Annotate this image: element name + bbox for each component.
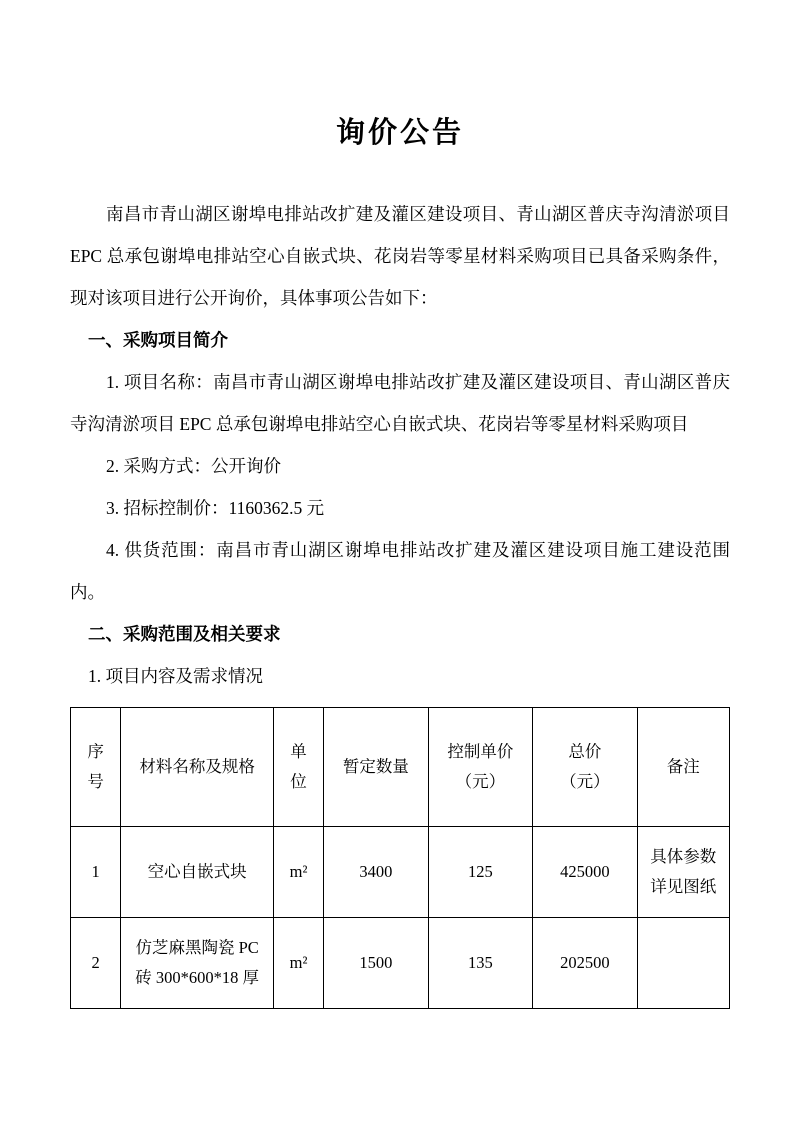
cell-name: 仿芝麻黑陶瓷 PC 砖 300*600*18 厚 — [121, 918, 274, 1009]
column-header-price-line2: （元） — [455, 772, 506, 791]
column-header-qty: 暂定数量 — [324, 708, 428, 827]
column-header-unit-line2: 位 — [290, 772, 307, 791]
column-header-seq-line1: 序 — [87, 742, 104, 761]
section-1-item-1: 1. 项目名称：南昌市青山湖区谢埠电排站改扩建及灌区建设项目、青山湖区普庆寺沟清淤项目 EPC 总承包谢埠电排站空心自嵌式块、花岗岩等零星材料采购项目 — [70, 372, 730, 434]
cell-seq: 1 — [71, 827, 121, 918]
section-1-item-3: 3. 招标控制价：1160362.5 元 — [106, 498, 325, 518]
column-header-price — [428, 708, 532, 827]
page-title: 询价公告 — [335, 117, 464, 149]
table-body — [71, 827, 730, 1009]
cell-price: 125 — [428, 827, 532, 918]
section-1-item-2: 2. 采购方式：公开询价 — [106, 456, 281, 476]
column-header-total — [533, 708, 637, 827]
table-header — [71, 708, 730, 827]
column-header-seq-line2: 号 — [87, 772, 104, 791]
cell-seq: 2 — [71, 918, 121, 1009]
cell-unit: m² — [273, 827, 323, 918]
cell-note — [637, 827, 729, 918]
column-header-name: 材料名称及规格 — [121, 708, 274, 827]
section-heading-2: 二、采购范围及相关要求 — [88, 624, 281, 644]
section-1-item-4: 4. 供货范围：南昌市青山湖区谢埠电排站改扩建及灌区建设项目施工建设范围内。 — [70, 540, 730, 602]
column-header-total-line1: 总价 — [568, 742, 602, 761]
section-heading-1: 一、采购项目简介 — [88, 330, 228, 350]
cell-total: 202500 — [533, 918, 637, 1009]
cell-note — [637, 918, 729, 1009]
table-row — [71, 918, 730, 1009]
table-header-row — [71, 708, 730, 827]
table-row — [71, 827, 730, 918]
materials-table — [70, 707, 730, 1009]
cell-qty: 3400 — [324, 827, 428, 918]
column-header-total-line2: （元） — [560, 772, 610, 791]
column-header-note: 备注 — [637, 708, 729, 827]
cell-note-line2: 详见图纸 — [650, 877, 717, 896]
cell-price: 135 — [428, 918, 532, 1009]
column-header-price-line1: 控制单价 — [447, 742, 514, 761]
cell-name: 空心自嵌式块 — [121, 827, 274, 918]
cell-unit: m² — [273, 918, 323, 1009]
column-header-seq — [71, 708, 121, 827]
intro-paragraph: 南昌市青山湖区谢埠电排站改扩建及灌区建设项目、青山湖区普庆寺沟清淤项目 EPC 总承包谢埠电排站空心自嵌式块、花岗岩等零星材料采购项目已具备采购条件，现对该项目进行公开询价，具体事项公告如下： — [70, 204, 730, 308]
column-header-unit-line1: 单 — [290, 742, 307, 761]
cell-total: 425000 — [533, 827, 637, 918]
cell-qty: 1500 — [324, 918, 428, 1009]
column-header-unit — [273, 708, 323, 827]
cell-note-line1: 具体参数 — [650, 847, 717, 866]
section-2-item-1: 1. 项目内容及需求情况 — [88, 666, 263, 686]
